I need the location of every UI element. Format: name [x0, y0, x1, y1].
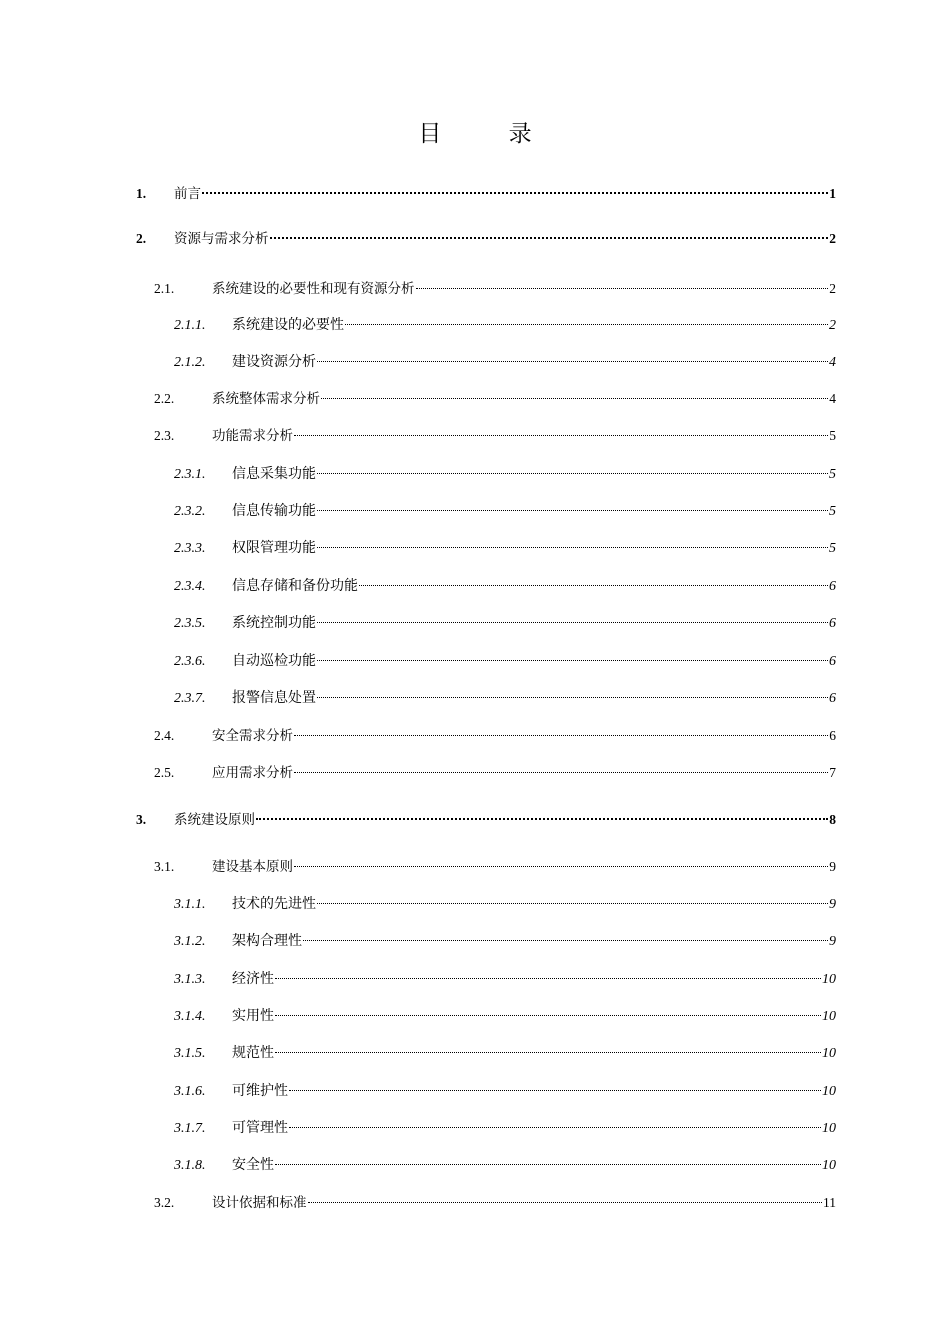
toc-dot-leader [275, 1015, 821, 1016]
toc-entry-number: 2.2. [154, 391, 175, 406]
toc-entry-title: 信息采集功能 [232, 466, 316, 482]
toc-entry[interactable] [174, 612, 836, 634]
toc-entry-title: 安全性 [232, 1157, 274, 1173]
toc-dot-leader [359, 585, 828, 586]
toc-entry-number: 2.5. [154, 765, 175, 780]
toc-entry[interactable] [154, 856, 836, 878]
toc-entry-title: 资源与需求分析 [174, 231, 269, 247]
toc-dot-leader [294, 772, 828, 773]
toc-entry-title: 可管理性 [232, 1120, 288, 1136]
toc-entry[interactable] [154, 425, 836, 447]
toc-dot-leader [275, 978, 821, 979]
toc-entry-number: 2.3.6. [174, 654, 206, 669]
toc-entry-title: 信息存储和备份功能 [232, 578, 358, 594]
toc-dot-leader [317, 547, 828, 548]
toc-entry-title: 系统建设的必要性和现有资源分析 [212, 281, 415, 297]
page-title: 目 录 [418, 121, 562, 147]
toc-entry-page: 10 [822, 972, 836, 987]
toc-entry[interactable] [174, 687, 836, 709]
toc-entry-title: 系统建设的必要性 [232, 317, 344, 333]
toc-entry[interactable] [154, 725, 836, 747]
toc-entry-number: 3. [136, 812, 147, 827]
toc-dot-leader [416, 288, 829, 289]
toc-entry-number: 2.3.4. [174, 579, 206, 594]
toc-entry-number: 2.3.7. [174, 691, 206, 706]
toc-entry-number: 3.1.7. [174, 1121, 206, 1136]
toc-entry-page: 9 [829, 859, 836, 874]
toc-entry-title: 系统控制功能 [232, 615, 316, 631]
toc-entry-title: 技术的先进性 [232, 896, 316, 912]
toc-entry-title: 经济性 [232, 971, 274, 987]
toc-entry-page: 10 [822, 1158, 836, 1173]
toc-dot-leader [321, 398, 828, 399]
toc-entry-page: 9 [829, 934, 836, 949]
toc-entry-page: 10 [822, 1009, 836, 1024]
toc-entry[interactable] [174, 968, 836, 990]
toc-entry-page: 6 [829, 728, 836, 743]
toc-entry-number: 3.1. [154, 859, 175, 874]
toc-entry-title: 可维护性 [232, 1083, 288, 1099]
toc-entry-page: 9 [829, 897, 836, 912]
toc-entry-number: 3.1.3. [174, 972, 206, 987]
toc-entry-number: 2.3.2. [174, 504, 206, 519]
toc-entry-page: 2 [829, 318, 836, 333]
toc-entry[interactable] [174, 1117, 836, 1139]
toc-entry-title: 前言 [174, 186, 201, 202]
toc-dot-leader [289, 1090, 821, 1091]
toc-dot-leader [289, 1127, 821, 1128]
toc-dot-leader [275, 1052, 821, 1053]
toc-entry-number: 2.1.1. [174, 318, 206, 333]
toc-entry-number: 2.1.2. [174, 355, 206, 370]
toc-entry-number: 3.1.5. [174, 1046, 206, 1061]
toc-entry[interactable] [174, 314, 836, 336]
toc-entry-page: 7 [829, 765, 836, 780]
toc-entry-title: 功能需求分析 [212, 428, 293, 444]
toc-entry[interactable] [174, 463, 836, 485]
toc-entry[interactable] [174, 537, 836, 559]
toc-entry[interactable] [174, 575, 836, 597]
toc-entry-number: 3.1.1. [174, 897, 206, 912]
toc-entry-title: 系统整体需求分析 [212, 391, 320, 407]
toc-dot-leader [303, 940, 828, 941]
toc-entry-title: 权限管理功能 [232, 540, 316, 556]
toc-entry-title: 安全需求分析 [212, 728, 293, 744]
toc-entry[interactable] [154, 1192, 836, 1214]
toc-entry[interactable] [174, 1042, 836, 1064]
toc-entry-title: 系统建设原则 [174, 812, 255, 828]
toc-entry-number: 2.3.5. [174, 616, 206, 631]
toc-entry[interactable] [154, 278, 836, 300]
toc-entry[interactable] [174, 1154, 836, 1176]
toc-dot-leader [270, 237, 829, 239]
toc-entry-number: 2.3. [154, 428, 175, 443]
toc-entry-page: 11 [823, 1195, 836, 1210]
toc-dot-leader [345, 324, 828, 325]
toc-dot-leader [275, 1164, 821, 1165]
toc-entry-number: 3.1.4. [174, 1009, 206, 1024]
toc-entry[interactable] [154, 762, 836, 784]
toc-dot-leader [294, 435, 828, 436]
toc-entry-number: 3.1.8. [174, 1158, 206, 1173]
toc-dot-leader [308, 1202, 823, 1203]
toc-entry[interactable] [174, 1005, 836, 1027]
toc-entry[interactable] [174, 930, 836, 952]
toc-entry-title: 信息传输功能 [232, 503, 316, 519]
toc-entry-number: 3.2. [154, 1195, 175, 1210]
toc-entry[interactable] [154, 388, 836, 410]
toc-entry-page: 8 [829, 812, 836, 827]
toc-entry-title: 自动巡检功能 [232, 653, 316, 669]
toc-dot-leader [256, 818, 828, 820]
toc-entry-title: 报警信息处置 [232, 690, 316, 706]
toc-entry-title: 实用性 [232, 1008, 274, 1024]
toc-entry-title: 设计依据和标准 [212, 1195, 307, 1211]
toc-entry-page: 5 [829, 541, 836, 556]
toc-entry-number: 2.4. [154, 728, 175, 743]
toc-entry-page: 5 [829, 467, 836, 482]
toc-dot-leader [294, 866, 828, 867]
toc-entry-page: 10 [822, 1046, 836, 1061]
toc-entry-page: 6 [829, 579, 836, 594]
toc-entry-page: 5 [829, 428, 836, 443]
toc-dot-leader [317, 697, 828, 698]
toc-entry-page: 6 [829, 616, 836, 631]
toc-entry[interactable] [174, 650, 836, 672]
toc-entry-page: 5 [829, 504, 836, 519]
toc-entry-number: 2. [136, 231, 147, 246]
toc-entry[interactable] [174, 1080, 836, 1102]
toc-entry-number: 1. [136, 186, 147, 201]
toc-dot-leader [202, 192, 828, 194]
toc-entry[interactable] [174, 893, 836, 915]
toc-dot-leader [317, 361, 828, 362]
toc-entry[interactable] [174, 351, 836, 373]
toc-entry[interactable] [136, 809, 836, 831]
toc-entry-page: 10 [822, 1084, 836, 1099]
toc-entry-title: 规范性 [232, 1045, 274, 1061]
toc-entry-page: 10 [822, 1121, 836, 1136]
toc-dot-leader [317, 473, 828, 474]
toc-dot-leader [317, 622, 828, 623]
toc-dot-leader [317, 510, 828, 511]
toc-entry-number: 2.3.3. [174, 541, 206, 556]
toc-entry[interactable] [136, 183, 836, 205]
toc-entry-page: 6 [829, 691, 836, 706]
toc-entry-title: 应用需求分析 [212, 765, 293, 781]
toc-entry-page: 2 [829, 231, 836, 246]
toc-dot-leader [294, 735, 828, 736]
toc-entry-page: 2 [829, 281, 836, 296]
toc-entry-page: 1 [829, 186, 836, 201]
toc-entry-title: 架构合理性 [232, 933, 302, 949]
toc-dot-leader [317, 903, 828, 904]
toc-entry[interactable] [136, 228, 836, 250]
toc-entry-number: 2.3.1. [174, 467, 206, 482]
toc-entry-page: 4 [829, 391, 836, 406]
toc-entry-page: 6 [829, 654, 836, 669]
toc-entry-title: 建设基本原则 [212, 859, 293, 875]
toc-entry-number: 3.1.6. [174, 1084, 206, 1099]
toc-dot-leader [317, 660, 828, 661]
toc-entry-page: 4 [829, 355, 836, 370]
toc-entry-number: 2.1. [154, 281, 175, 296]
toc-entry-title: 建设资源分析 [232, 354, 316, 370]
toc-entry-number: 3.1.2. [174, 934, 206, 949]
toc-entry[interactable] [174, 500, 836, 522]
